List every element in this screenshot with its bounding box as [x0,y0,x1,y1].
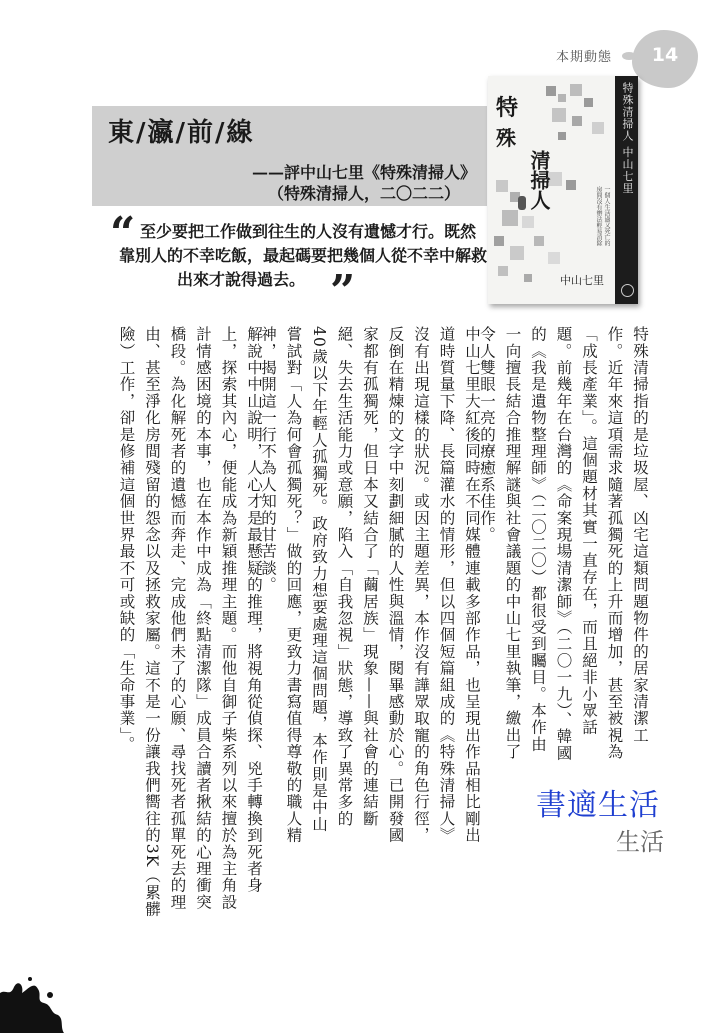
pull-quote-line: 至少要把工作做到往生的人沒有遺憾才行。既然 [140,222,477,241]
publisher-logo-icon [621,284,634,297]
cover-blurb: 一個人生活過又死亡的房間沒有辦法輕易消除 [595,186,610,246]
cover-author: 中山七里 [560,274,604,287]
pull-quote-line: 出來才說得過去。 [177,270,306,289]
spine-text: 特殊清掃人 中山七里 [621,82,634,195]
watermark: 書適生活 [536,788,660,823]
book-cover-front [488,76,615,304]
quote-open-mark: “ [110,208,136,259]
review-subtitle: ——評中山七里《特殊清掃人》 [252,163,477,182]
pull-quote-line: 靠別人的不幸吃飯，最起碼要把幾個人從不幸中解救 [119,246,488,265]
section-label: 本期動態 [556,50,613,65]
book-info: （特殊清掃人，二〇二二） [268,184,461,203]
book-spine [615,76,638,304]
quote-close-mark: ” [330,266,356,317]
ink-splash-icon [0,975,64,1033]
page-number: 14 [651,44,679,66]
cover-title: 特 [496,95,519,121]
cover-title: 殊 [496,126,516,150]
book-cover-image [488,76,638,304]
article-paragraph: 中山七里大紅後同時在不同媒體連載多部作品，也呈現出作品相比剛出道時質量下降、長篇灌水的情形，但以四個短篇組成的《特殊清掃人》沒有出現這樣的狀況。或因主題差異，本作沒有譁眾取寵的角色行徑，反倒在精煉的文字中刻劃細膩的人性與溫情，閱畢感動於心。已開發國家都有孤獨死，但日本又結合了「繭居族」現象——與社會的連結斷絕、失去生活能力或意願，陷入「自我忽視」狀態，導致了異常多的40歲以下年輕人孤獨死。政府致力想要處理這個問題，本作則是中山嘗試對「人為何會孤獨死？」做的回應，更致力書寫值得尊敬的職人精神，揭開這一行不為人知的甘苦談。 [259,326,481,844]
watermark-echo: 生活 [616,828,664,856]
article-paragraph: 解說中中山說明，人心才是最懸疑的推理，將視角從偵探、兇手轉換到死者身上，探索其內心，便能成為新穎推理主題。而他自御子柴系列以來擅於為主角設計情感困境的本事，也在本作中成為「終點清潔隊」成員合讀者揪結的心理衝突橋段。為化解死者的遺憾而奔走、完成他們未了的心願、尋找死者孤單死去的理由、甚至淨化房間殘留的怨念以及拯救家屬。這不是一份讓我們嚮往的3K（累髒險）工作，卻是修補這個世界最不可或缺的「生命事業」。 [117,326,263,918]
article-paragraph: 特殊清掃指的是垃圾屋、凶宅這類問題物件的居家清潔工作。近年來這項需求隨著孤獨死的上升而增加，甚至被視為「成長產業」。這個題材其實一直存在，而且絕非小眾話題。前幾年在台灣的《命案現場清潔師》（二〇一九）、韓國的《我是遺物整理師》（二〇二〇）都很受到矚目。本作由一向擅長結合推理解謎與社會議題的中山七里執筆，繳出了令人雙眼一亮的療癒系佳作。 [478,326,649,762]
column-title: 東/瀛/前/線 [108,118,255,148]
cover-title: 清掃人 [527,150,551,210]
